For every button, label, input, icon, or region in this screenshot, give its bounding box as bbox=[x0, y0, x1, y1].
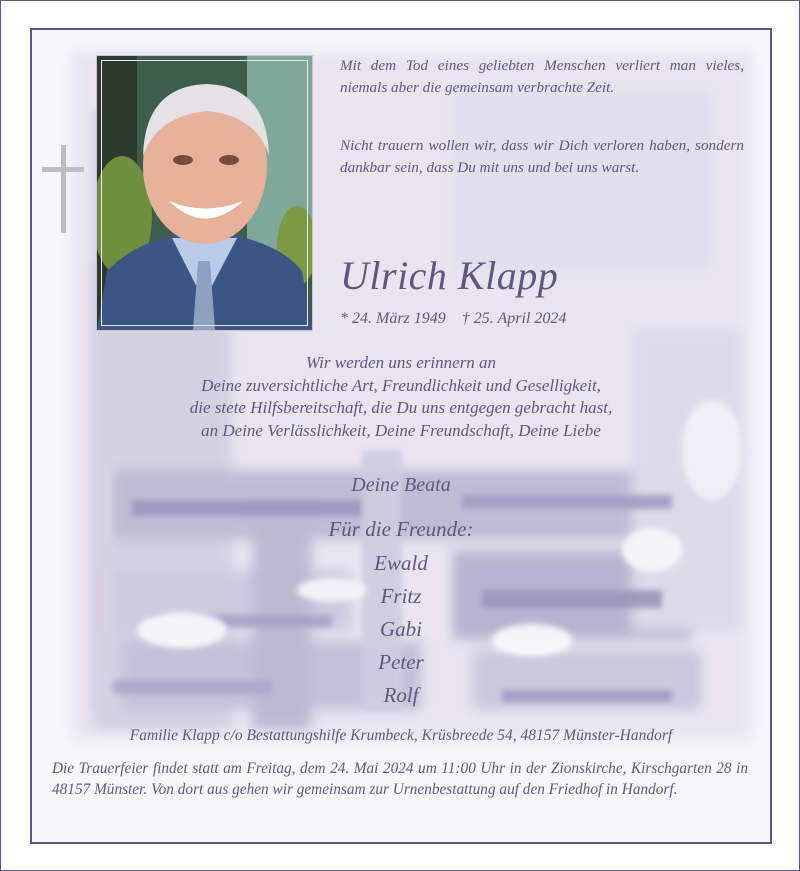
friend-name: Ewald bbox=[374, 551, 428, 575]
cross-icon bbox=[40, 143, 86, 235]
remembrance-line: die stete Hilfsbereitschaft, die Du uns entgegen gebracht hast, bbox=[189, 398, 613, 417]
remembrance-line: Deine zuversichtliche Art, Freundlichkeit und Geselligkeit, bbox=[201, 375, 601, 395]
friends-title: Für die Freunde: bbox=[328, 517, 474, 541]
remembrance-line: Wir werden uns erinnern an bbox=[305, 353, 497, 372]
remembrance-line: an Deine Verlässlichkeit, Deine Freundschaft, Deine Liebe bbox=[201, 420, 601, 440]
friend-name: Gabi bbox=[380, 617, 422, 641]
service-info: Die Trauerfeier findet statt am Freitag, dem 24. Mai 2024 um 11:00 Uhr in der Zionskirche, Kirschgarten 28 in 48157 Münster. Von dort aus gehen wir gemeinsam zur Urnenbestattung auf den Friedhof in Handorf. bbox=[52, 760, 748, 798]
deceased-name: Ulrich Klapp bbox=[340, 253, 559, 298]
friend-name: Peter bbox=[378, 650, 424, 674]
friends-list bbox=[32, 547, 770, 712]
friend-name: Rolf bbox=[383, 683, 419, 707]
remembrance-text bbox=[32, 352, 770, 442]
spouse-signature: Deine Beata bbox=[351, 474, 451, 496]
quote-text-2: Nicht trauern wollen wir, dass wir Dich verloren haben, sondern dankbar sein, dass Du mit uns und bei uns warst. bbox=[340, 137, 744, 176]
portrait-photo bbox=[96, 55, 313, 331]
obituary-card bbox=[30, 28, 772, 844]
deceased-dates: * 24. März 1949 † 25. April 2024 bbox=[340, 310, 567, 327]
family-contact: Familie Klapp c/o Bestattungshilfe Krumbeck, Krüsbreede 54, 48157 Münster-Handorf bbox=[129, 727, 673, 744]
friend-name: Fritz bbox=[380, 584, 422, 608]
quote-text-1: Mit dem Tod eines geliebten Menschen verliert man vieles, niemals aber die gemeinsam verbrachte Zeit. bbox=[340, 57, 744, 96]
